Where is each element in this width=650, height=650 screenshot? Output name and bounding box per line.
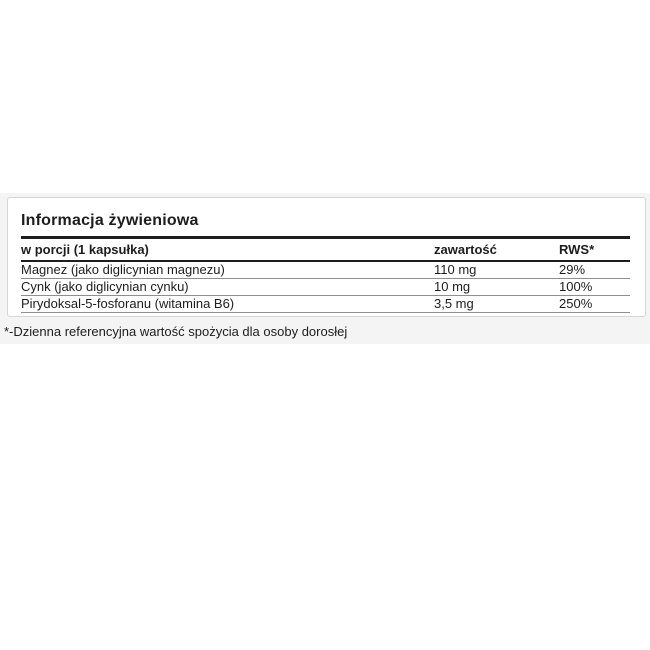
- nutrition-section: [0, 193, 650, 344]
- nutrient-name: Pirydoksal-5-fosforanu (witamina B6): [21, 296, 434, 313]
- nutrition-card: [7, 197, 646, 317]
- nutrient-rws: 29%: [559, 261, 630, 279]
- column-header-serving: w porcji (1 kapsułka): [21, 238, 434, 262]
- table-row: [21, 261, 630, 279]
- rws-footnote: *-Dzienna referencyjna wartość spożycia dla osoby dorosłej: [4, 324, 348, 339]
- table-row: [21, 279, 630, 296]
- nutrient-name: Cynk (jako diglicynian cynku): [21, 279, 434, 296]
- nutrient-rws: 250%: [559, 296, 630, 313]
- nutrient-rws: 100%: [559, 279, 630, 296]
- table-header-row: [21, 238, 630, 262]
- nutrient-amount: 110 mg: [434, 261, 559, 279]
- nutrition-table: [21, 236, 630, 313]
- column-header-amount: zawartość: [434, 238, 559, 262]
- nutrient-name: Magnez (jako diglicynian magnezu): [21, 261, 434, 279]
- nutrient-amount: 10 mg: [434, 279, 559, 296]
- column-header-rws: RWS*: [559, 238, 630, 262]
- nutrient-amount: 3,5 mg: [434, 296, 559, 313]
- nutrition-title: Informacja żywieniowa: [21, 212, 199, 229]
- table-row: [21, 296, 630, 313]
